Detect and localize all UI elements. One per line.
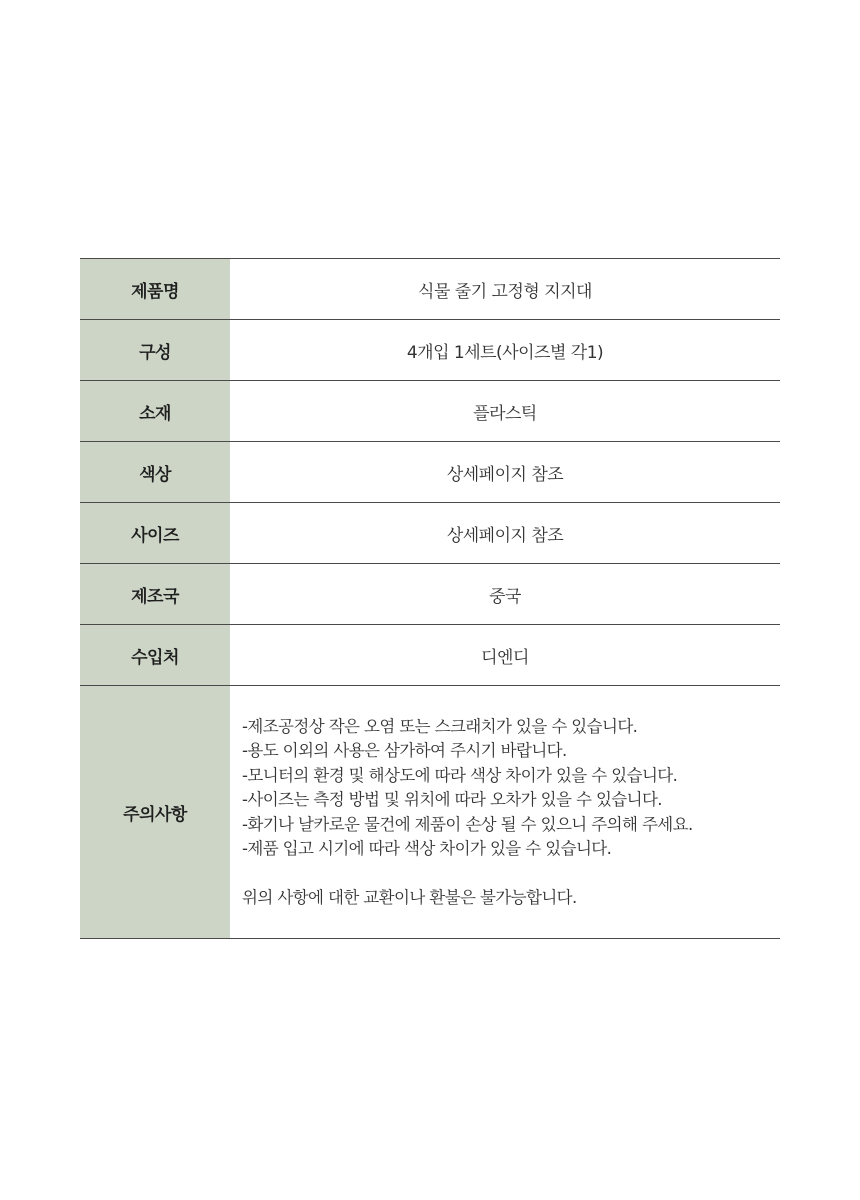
spec-row-country-of-origin (80, 564, 780, 625)
spec-label: 사이즈 (80, 503, 230, 564)
precaution-item: -모니터의 환경 및 해상도에 따라 색상 차이가 있을 수 있습니다. (242, 765, 678, 785)
spec-row-size (80, 503, 780, 564)
precaution-item: -화기나 날카로운 물건에 제품이 손상 될 수 있으니 주의해 주세요. (242, 814, 693, 834)
precaution-item: -사이즈는 측정 방법 및 위치에 따라 오차가 있을 수 있습니다. (242, 790, 662, 809)
spec-row-product-name (80, 259, 780, 320)
spec-value: 4개입 1세트(사이즈별 각1) (230, 320, 780, 381)
spec-label: 제조국 (80, 564, 230, 625)
spec-row-color (80, 442, 780, 503)
spec-row-composition (80, 320, 780, 381)
spec-row-material (80, 381, 780, 442)
no-refund-notice: 위의 사항에 대한 교환이나 환불은 불가능합니다. (242, 887, 577, 907)
precaution-item: -제품 입고 시기에 따라 색상 차이가 있을 수 있습니다. (242, 839, 612, 858)
spec-label: 구성 (80, 320, 230, 381)
spec-row-importer (80, 625, 780, 686)
spec-value: 플라스틱 (230, 381, 780, 442)
spec-value: 상세페이지 참조 (230, 442, 780, 503)
spec-value: 중국 (230, 564, 780, 625)
spec-value: 식물 줄기 고정형 지지대 (230, 259, 780, 320)
product-spec-table (80, 258, 780, 939)
spec-value: 디엔디 (230, 625, 780, 686)
precaution-item: -제조공정상 작은 오염 또는 스크래치가 있을 수 있습니다. (242, 716, 638, 736)
spec-label: 수입처 (80, 625, 230, 686)
spec-label: 제품명 (80, 259, 230, 320)
precautions-list (242, 715, 780, 862)
spec-label: 색상 (80, 442, 230, 503)
spec-label: 주의사항 (80, 686, 230, 939)
precautions-content (230, 686, 780, 939)
spec-label: 소재 (80, 381, 230, 442)
spec-value: 상세페이지 참조 (230, 503, 780, 564)
precaution-item: -용도 이외의 사용은 삼가하여 주시기 바랍니다. (242, 741, 567, 760)
spec-row-precautions (80, 686, 780, 939)
